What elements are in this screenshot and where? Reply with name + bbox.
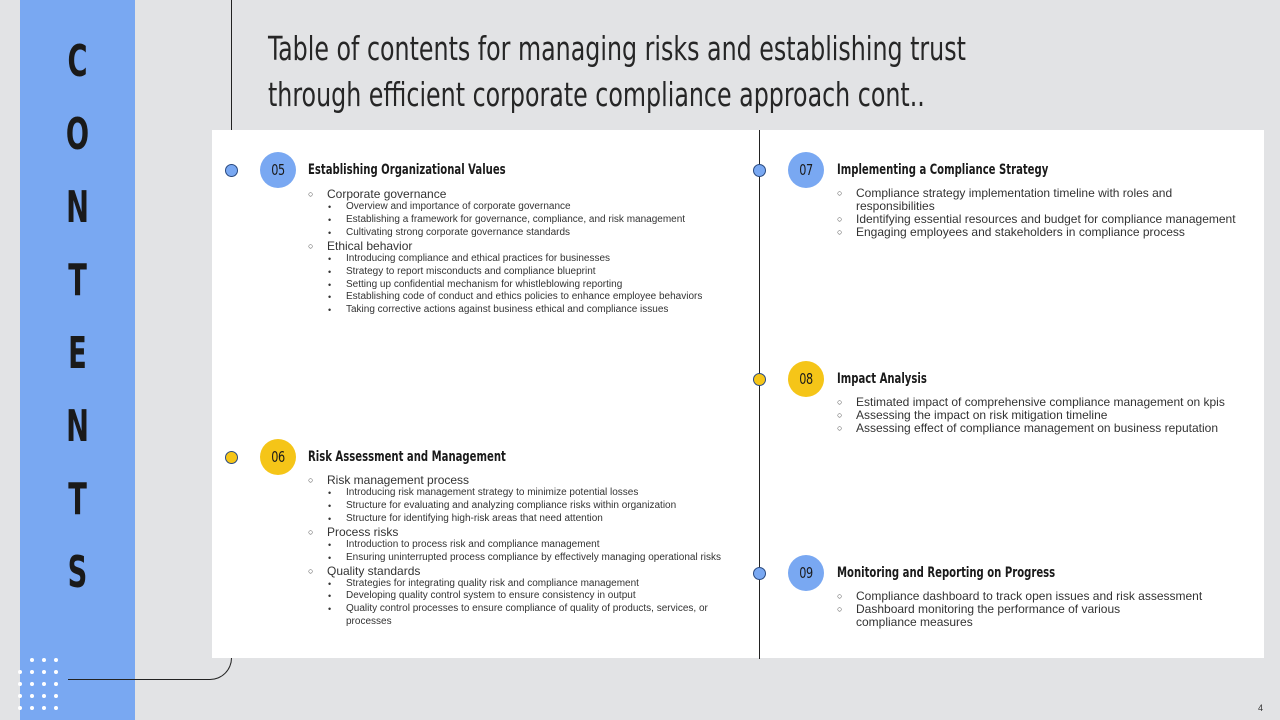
topic-item: ○ Quality standards: [308, 565, 754, 578]
subtopic-item: • Strategy to report misconducts and compliance blueprint: [308, 266, 748, 279]
section-title: Implementing a Compliance Strategy: [837, 162, 1049, 178]
subtopic-item: • Introduction to process risk and compliance management: [308, 539, 754, 552]
section-number-badge: 08: [788, 361, 824, 397]
decoration-dot: [42, 706, 46, 710]
section-body: [837, 396, 1249, 435]
decoration-dot: [54, 658, 58, 662]
sidebar-letter: T: [68, 474, 87, 525]
timeline-dot: [753, 373, 766, 386]
decoration-dot: [54, 694, 58, 698]
topic-item: ○ Estimated impact of comprehensive compliance management on kpis: [837, 396, 1249, 409]
timeline-dot: [753, 567, 766, 580]
topic-item: ○ Corporate governance: [308, 188, 748, 201]
decoration-dot: [30, 706, 34, 710]
subtopic-item: • Strategies for integrating quality risk and compliance management: [308, 578, 754, 591]
section-title: Establishing Organizational Values: [308, 162, 506, 178]
subtopic-item: • Introducing compliance and ethical practices for businesses: [308, 253, 748, 266]
sidebar-letter: E: [68, 328, 87, 379]
decoration-dot: [18, 706, 22, 710]
section-body: [308, 188, 748, 317]
section-body: [837, 187, 1249, 239]
sidebar-letter: O: [65, 109, 90, 160]
sidebar-letter: S: [67, 547, 88, 598]
sidebar-letter: T: [68, 255, 87, 306]
subtopic-item: • Establishing a framework for governance, compliance, and risk management: [308, 214, 748, 227]
topic-item: ○ Process risks: [308, 526, 754, 539]
section-title: Impact Analysis: [837, 371, 927, 387]
subtopic-item: • Quality control processes to ensure compliance of quality of products, services, or processes: [308, 603, 738, 629]
subtopic-item: • Introducing risk management strategy to minimize potential losses: [308, 487, 754, 500]
timeline-dot: [225, 451, 238, 464]
subtopic-item: • Establishing code of conduct and ethics policies to enhance employee behaviors: [308, 291, 748, 304]
topic-item: ○ Compliance dashboard to track open issues and risk assessment: [837, 590, 1249, 603]
page-title: Table of contents for managing risks and establishing trust through efficient corporate compliance approach cont..: [268, 29, 966, 114]
topic-item: ○ Ethical behavior: [308, 240, 748, 253]
topic-item: ○ Engaging employees and stakeholders in compliance process: [837, 226, 1249, 239]
section-title: Risk Assessment and Management: [308, 449, 506, 465]
section-number-badge: 07: [788, 152, 824, 188]
decoration-dot: [30, 670, 34, 674]
decorative-connector-line: [68, 0, 232, 680]
section-body: [837, 590, 1249, 629]
decoration-dot: [54, 682, 58, 686]
decoration-dot: [54, 706, 58, 710]
topic-item: ○ Risk management process: [308, 474, 754, 487]
subtopic-item: • Setting up confidential mechanism for whistleblowing reporting: [308, 279, 748, 292]
topic-item: ○ Identifying essential resources and budget for compliance management: [837, 213, 1249, 226]
decoration-dot: [54, 670, 58, 674]
topic-item: ○ Dashboard monitoring the performance of various compliance measures: [837, 603, 1137, 629]
section-body: [308, 474, 754, 629]
decoration-dot: [30, 694, 34, 698]
decoration-dot: [42, 670, 46, 674]
sidebar-letter: C: [67, 36, 88, 87]
topic-item: ○ Assessing effect of compliance management on business reputation: [837, 422, 1249, 435]
topic-item: ○ Compliance strategy implementation timeline with roles and responsibilities: [837, 187, 1177, 213]
section-number-badge: 05: [260, 152, 296, 188]
timeline-dot: [753, 164, 766, 177]
decoration-dot: [30, 658, 34, 662]
timeline-dot: [225, 164, 238, 177]
decoration-dot: [30, 682, 34, 686]
page-number: 4: [1258, 703, 1264, 713]
subtopic-item: • Cultivating strong corporate governance standards: [308, 227, 748, 240]
subtopic-item: • Structure for evaluating and analyzing compliance risks within organization: [308, 500, 754, 513]
subtopic-item: • Ensuring uninterrupted process compliance by effectively managing operational risks: [308, 552, 754, 565]
decoration-dot: [18, 682, 22, 686]
section-number-badge: 09: [788, 555, 824, 591]
decoration-dot: [42, 694, 46, 698]
topic-item: ○ Assessing the impact on risk mitigation timeline: [837, 409, 1249, 422]
decoration-dot: [42, 682, 46, 686]
subtopic-item: • Overview and importance of corporate governance: [308, 201, 748, 214]
decoration-dot: [42, 658, 46, 662]
section-title: Monitoring and Reporting on Progress: [837, 565, 1056, 581]
sidebar-letter: N: [66, 401, 89, 452]
subtopic-item: • Taking corrective actions against business ethical and compliance issues: [308, 304, 748, 317]
subtopic-item: • Developing quality control system to ensure consistency in output: [308, 590, 754, 603]
sidebar-letter: N: [66, 182, 89, 233]
decoration-dot: [18, 694, 22, 698]
decoration-dot: [18, 670, 22, 674]
subtopic-item: • Structure for identifying high-risk areas that need attention: [308, 513, 754, 526]
section-number-badge: 06: [260, 439, 296, 475]
